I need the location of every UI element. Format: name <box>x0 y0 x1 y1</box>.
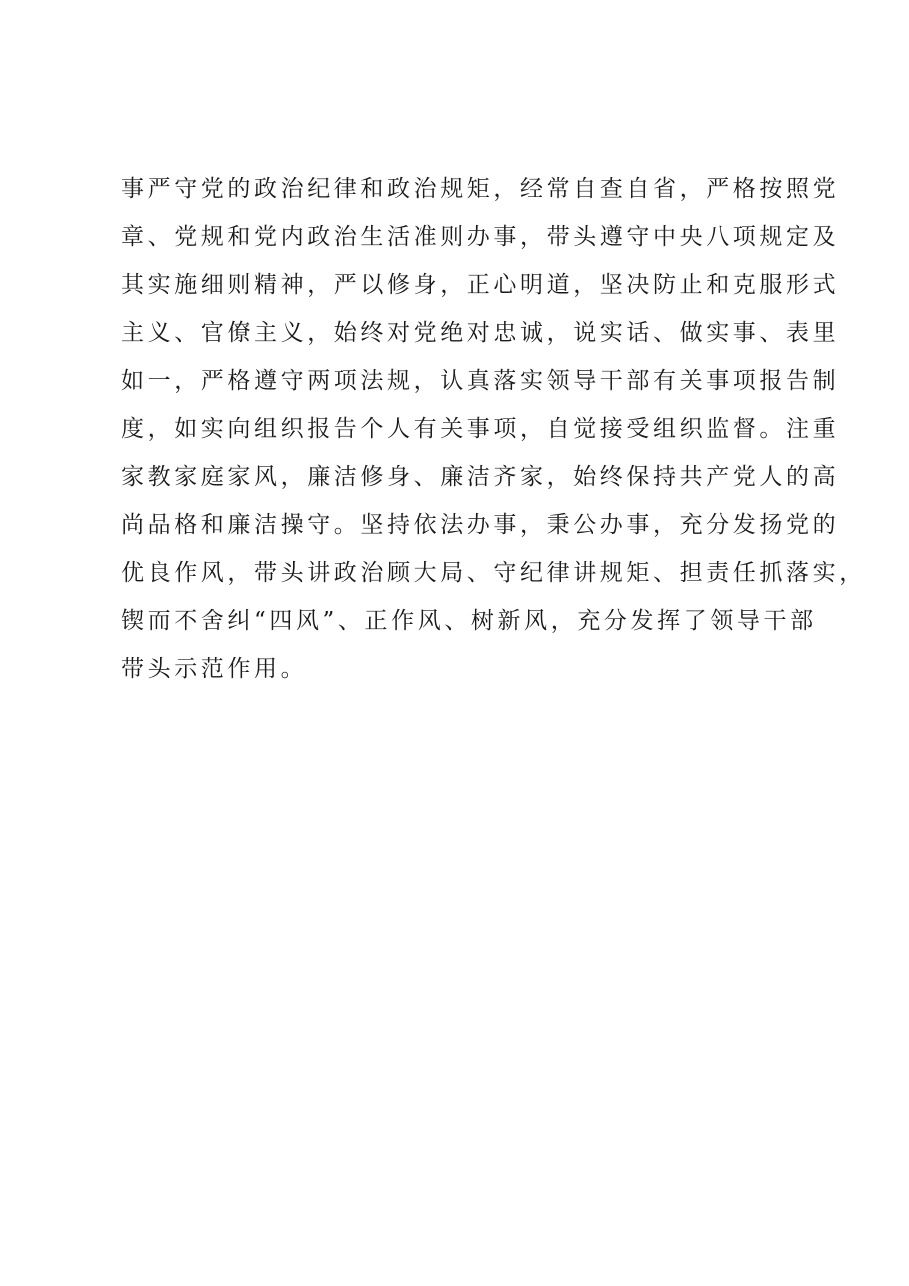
paragraph-line-9: 优良作风，带头讲政治顾大局、守纪律讲规矩、担责任抓落实， <box>121 560 866 586</box>
body-paragraph <box>121 165 866 693</box>
paragraph-line-2: 章、党规和党内政治生活准则办事，带头遵守中央八项规定及 <box>121 224 840 250</box>
paragraph-line-5: 如一，严格遵守两项法规，认真落实领导干部有关事项报告制 <box>121 368 840 394</box>
paragraph-line-3: 其实施细则精神，严以修身，正心明道，坚决防止和克服形式 <box>121 272 840 298</box>
paragraph-line-7: 家教家庭家风，廉洁修身、廉洁齐家，始终保持共产党人的高 <box>121 464 840 490</box>
paragraph-line-10: 锲而不舍纠“四风”、正作风、树新风，充分发挥了领导干部 <box>121 608 817 634</box>
paragraph-line-1: 事严守党的政治纪律和政治规矩，经常自查自省，严格按照党 <box>121 176 840 202</box>
paragraph-line-11: 带头示范作用。 <box>121 656 308 682</box>
paragraph-line-6: 度，如实向组织报告个人有关事项，自觉接受组织监督。注重 <box>121 416 840 442</box>
paragraph-line-8: 尚品格和廉洁操守。坚持依法办事，秉公办事，充分发扬党的 <box>121 512 840 538</box>
paragraph-line-4: 主义、官僚主义，始终对党绝对忠诚，说实话、做实事、表里 <box>121 320 840 346</box>
